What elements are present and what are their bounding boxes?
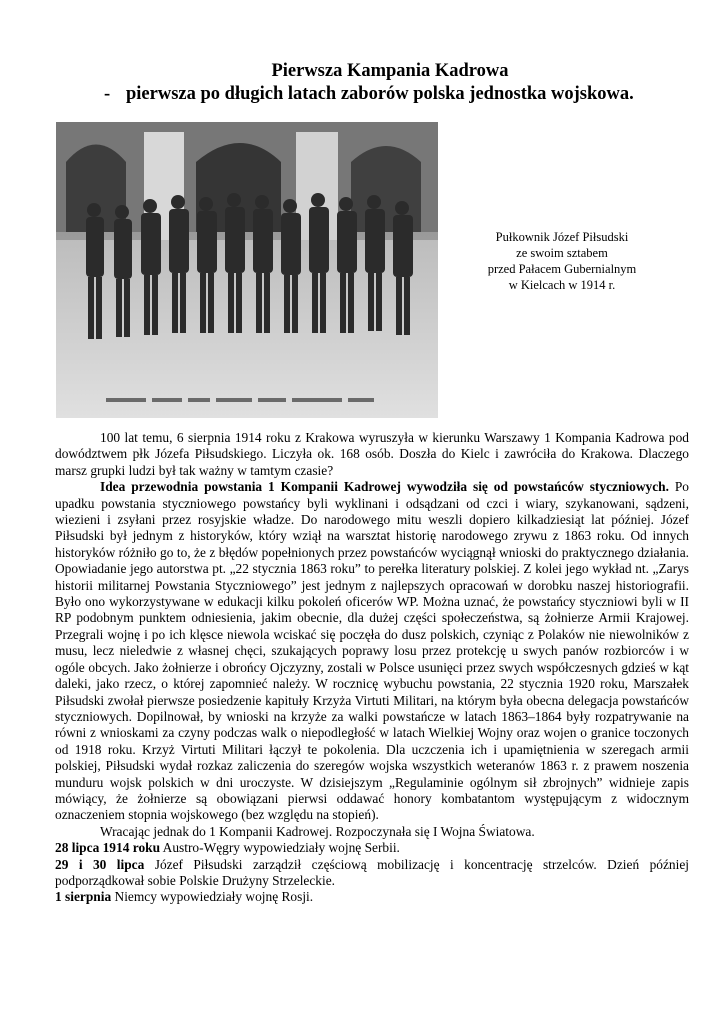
paragraph-intro: 100 lat temu, 6 sierpnia 1914 roku z Krakowa wyruszyła w kierunku Warszawy 1 Kompania Kadrowa pod dowództwem płk Józefa Piłsudskiego. Liczyła ok. 168 osób. Doszła do Kielc i zawróciła do Krakowa. Dlaczego marsz grupki ludzi był tak ważny w tamtym czasie?: [55, 430, 689, 478]
event-text: Józef Piłsudski zarządził częściową mobilizację i koncentrację strzelców. Dzień później podporządkował sobie Polskie Drużyny Strzeleckie.: [55, 856, 689, 888]
photo-caption: [462, 229, 662, 293]
subtitle-dash: -: [104, 84, 111, 104]
paragraph-idea: [55, 479, 689, 824]
caption-line: ze swoim sztabem: [516, 246, 608, 260]
paragraph-return: Wracając jednak do 1 Kompanii Kadrowej. Rozpoczynała się I Wojna Światowa.: [100, 823, 535, 839]
page-title: Pierwsza Kampania Kadrowa: [271, 61, 509, 81]
article-body: [55, 430, 689, 906]
caption-line: przed Pałacem Gubernialnym: [487, 262, 637, 276]
caption-line: w Kielcach w 1914 r.: [508, 278, 616, 292]
date-label: 28 lipca 1914 roku: [55, 840, 161, 856]
historical-photo: [56, 122, 438, 418]
subtitle-text: pierwsza po długich latach zaborów polska jednostka wojskowa.: [126, 84, 634, 104]
event-text: Austro-Węgry wypowiedziały wojnę Serbii.: [160, 840, 400, 856]
paragraph-august-1: [55, 889, 689, 905]
date-label: 29 i 30 lipca: [55, 856, 145, 872]
group-photo-illustration: [56, 122, 438, 418]
paragraph-idea-text: Po upadku powstania styczniowego powstańcy byli wyklinani i odsądzani od czci i wiary, szykanowani, sądzeni, wiezieni i zsyłani przez rosyjskie władze. Do narodowego mitu weszli dopiero kilkadziesiąt lat później. Józef Piłsudski był jednym z historyków, który wziął na warsztat historię narodowego zrywu z 1863 roku. Od innych historyków różniło go to, że z błędów popełnionych przez powstańców wyciągnął wnioski do praktycznego działania. Opowiadanie jego autorstwa pt. „22 stycznia 1863 roku” to perełka literatury polskiej. Z kolei jego wykład nt. „Zarys historii militarnej Powstania Styczniowego” jest jednym z najlepszych opracowań w dorobku naszej historiografii. Było ono wykorzystywane w edukacji kilku pokoleń oficerów WP. Można uznać, że powstańcy styczniowi byli w II RP podobnym punktem odniesienia, jakim obecnie, dla dużej części społeczeństwa, są żołnierze Armii Krajowej. Przegrali wojnę i po ich klęsce niewola wciskać się poczęła do dusz polskich, czyniąc z Polaków nie niewolników z musu, lecz nieledwie z własnej chęci, szukających poprawy losu przez protekcję u swych panów rozbiorców i w ogóle obcych. Jako żołnierze i obrońcy Ojczyzny, zostali w Polsce usunięci przez swych współczesnych gdzieś w kąt daleki, jako rzecz, o której zapomnieć należy. W rocznicę wybuchu powstania, 22 stycznia 1920 roku, Marszałek Piłsudski zwołał pierwsze posiedzenie kapituły Krzyża Virtuti Militari, na którym była obecna delegacja powstańców styczniowych. Dopilnował, by wnioski na krzyże za walki powstańcze w latach 1863–1864 były rozpatrywanie na równi z wnioskami za czyny podczas walk o niepodległość w latach Wielkiej Wojny oraz wojen o granice toczonych od 1918 roku. Krzyż Virtuti Militari łączył te pokolenia. Dla uczczenia ich i upamiętnienia w szeregach armii polskiej, Piłsudski wydał rozkaz zaliczenia do szeregów wojska wszystkich weteranów 1863 r. z prawem noszenia munduru wojsk polskich w dni uroczyste. W dzisiejszym „Regulaminie ogólnym sił zbrojnych” widnieje zapis mówiący, że żołnierze są obowiązani pierwsi oddawać honory kombatantom występującym z widocznym oznaczeniem stopnia wojskowego (bez względu na stopień).: [55, 479, 689, 823]
paragraph-july-28: [55, 840, 689, 856]
paragraph-idea-lead: Idea przewodnia powstania 1 Kompanii Kadrowej wywodziła się od powstańców styczniowych.: [100, 479, 669, 495]
page-subtitle: [104, 83, 634, 105]
paragraph-july-29-30: [55, 857, 689, 890]
date-label: 1 sierpnia: [55, 889, 112, 905]
caption-line: Pułkownik Józef Piłsudski: [495, 230, 629, 244]
event-text: Niemcy wypowiedziały wojnę Rosji.: [111, 889, 314, 905]
